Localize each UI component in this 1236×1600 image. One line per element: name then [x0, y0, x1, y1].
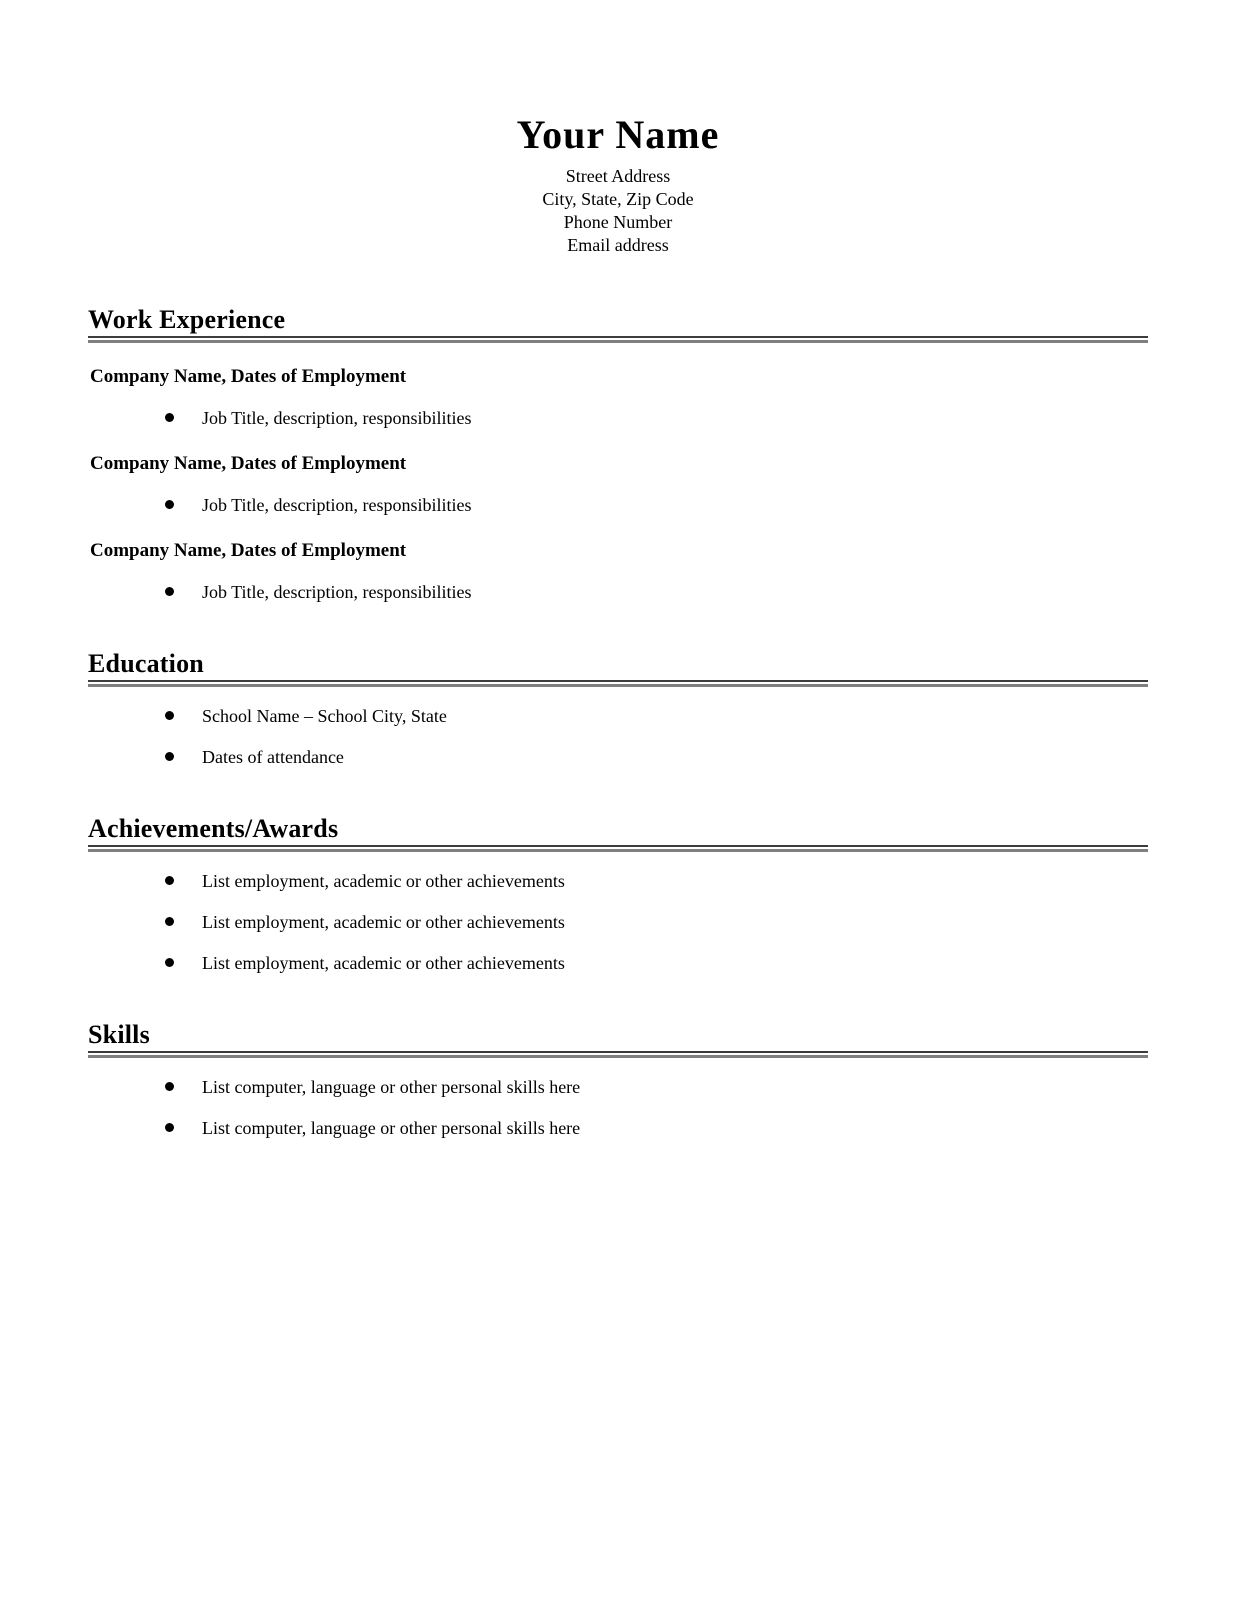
contact-email-address: Email address	[567, 235, 669, 255]
list-item-text: List employment, academic or other achievements	[202, 912, 565, 932]
list-item	[88, 910, 1148, 934]
bullet-icon	[165, 917, 174, 926]
list-item	[88, 745, 1148, 769]
section-heading-work-experience: Work Experience	[88, 305, 286, 334]
resume-name-title: Your Name	[516, 112, 720, 157]
list-item-text: List employment, academic or other achievements	[202, 871, 565, 891]
list-item	[88, 406, 1148, 430]
contact-block	[88, 165, 1148, 257]
company-line: Company Name, Dates of Employment	[90, 453, 407, 474]
section-heading-education: Education	[88, 649, 204, 678]
section-rule	[88, 1051, 1148, 1058]
bullet-icon	[165, 876, 174, 885]
section-rule	[88, 336, 1148, 343]
list-item-text: Dates of attendance	[202, 747, 344, 767]
list-item	[88, 704, 1148, 728]
list-item	[88, 1075, 1148, 1099]
company-line: Company Name, Dates of Employment	[90, 540, 407, 561]
list-item	[88, 869, 1148, 893]
section-rule	[88, 680, 1148, 687]
list-item-text: Job Title, description, responsibilities	[202, 408, 472, 428]
bullet-icon	[165, 1123, 174, 1132]
bullet-icon	[165, 587, 174, 596]
section-heading-achievements-awards: Achievements/Awards	[88, 814, 339, 843]
bullet-icon	[165, 413, 174, 422]
bullet-icon	[165, 1082, 174, 1091]
list-item-text: List computer, language or other personal skills here	[202, 1118, 581, 1138]
bullet-icon	[165, 752, 174, 761]
list-item-text: List employment, academic or other achievements	[202, 953, 565, 973]
contact-phone-number: Phone Number	[563, 212, 673, 232]
bullet-icon	[165, 711, 174, 720]
list-item-text: Job Title, description, responsibilities	[202, 495, 472, 515]
list-item	[88, 951, 1148, 975]
list-item-text: School Name – School City, State	[202, 706, 447, 726]
bullet-icon	[165, 958, 174, 967]
list-item-text: List computer, language or other personal skills here	[202, 1077, 581, 1097]
list-item-text: Job Title, description, responsibilities	[202, 582, 472, 602]
section-rule	[88, 845, 1148, 852]
bullet-icon	[165, 500, 174, 509]
list-item	[88, 493, 1148, 517]
contact-street-address: Street Address	[565, 166, 671, 186]
section-heading-skills: Skills	[88, 1020, 150, 1049]
list-item	[88, 580, 1148, 604]
company-line: Company Name, Dates of Employment	[90, 366, 407, 387]
contact-city-state-zip: City, State, Zip Code	[542, 189, 694, 209]
list-item	[88, 1116, 1148, 1140]
